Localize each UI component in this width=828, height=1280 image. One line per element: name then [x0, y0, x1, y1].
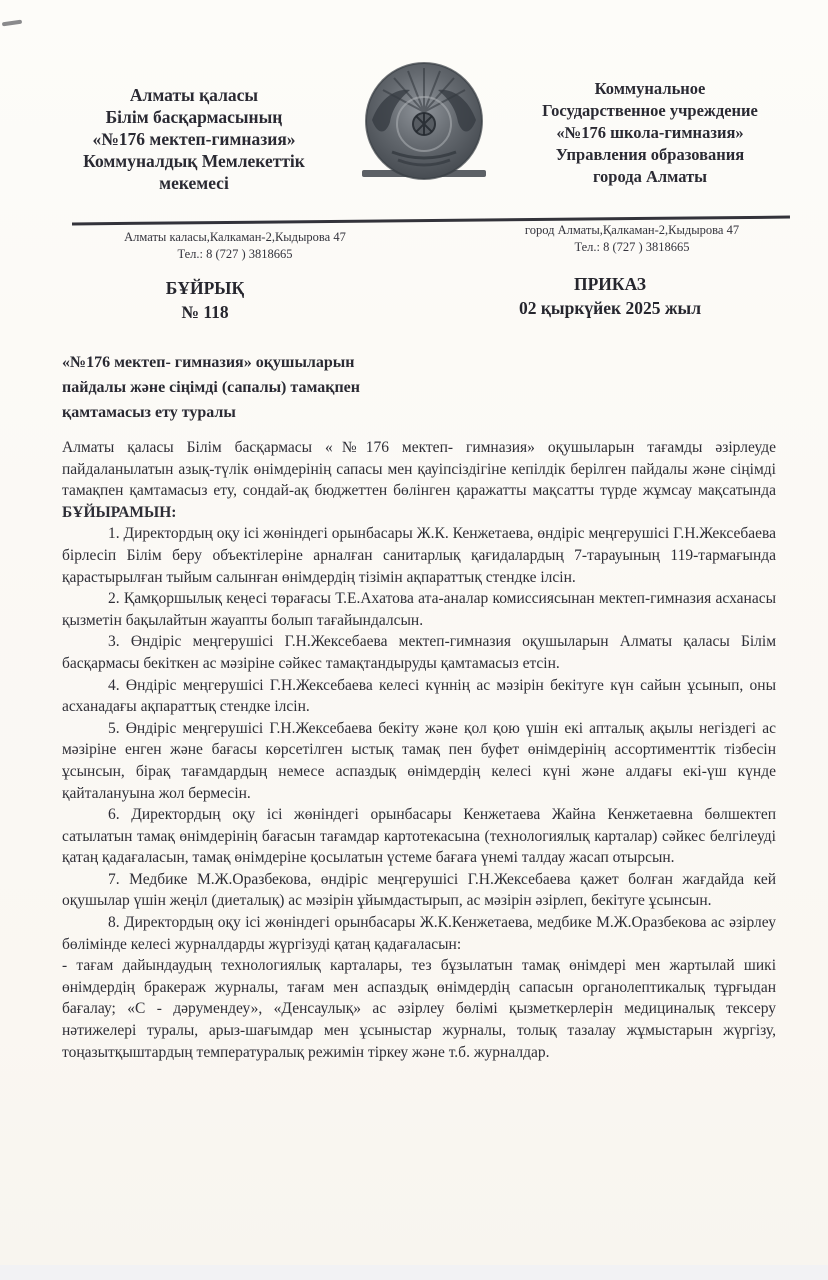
org-ru-line: «№176 школа-гимназия»: [556, 123, 744, 142]
org-ru-line: Государственное учреждение: [542, 101, 758, 120]
scan-artifact-mark: [2, 20, 22, 27]
intro-text: Алматы қаласы Білім басқармасы «№176 мектеп- гимназия» оқушыларын тағамды әзірлеуде пайдаланылатын азық-түлік өнімдерінің сапасы мен қауіпсіздігіне кепілдік берілген пайдалы және сіңімді тамақпен қамтамасыз ету, сондай-ақ бюджеттен бөлінген қаражатты мақсатты түрде жұмсау мақсатында: [62, 439, 776, 500]
address-kk-street: Алматы каласы,Калкаман-2,Кыдырова 47: [124, 230, 346, 244]
order-date: 02 қыркүйек 2025 жыл: [518, 298, 702, 318]
order-item-5: 5. Өндіріс меңгерушісі Г.Н.Жексебаева бекіту және қол қою үшін екі апталық ақылы негіздегі ас мәзіріне енген және бағасы көрсетілген ыстық тамақ пен буфет өнімдерінің ассортименттік тізбесін ұсынсын, бірақ тағамдардың немесе аспаздық өнімдердің келесі күні және алдағы екі-үш күнде қайталануына жол бермесін.: [62, 719, 776, 802]
org-kk-line: Білім басқармасының: [105, 107, 283, 127]
order-subject: [62, 350, 502, 425]
address-ru-phone: Тел.: 8 (727 ) 3818665: [574, 240, 690, 254]
photo-edge-strip: [0, 1265, 828, 1280]
address-ru-street: город Алматы,Қалкаман-2,Кыдырова 47: [524, 223, 740, 237]
org-ru-line: Управления образования: [555, 145, 745, 164]
org-kk-line: Алматы қаласы: [129, 85, 259, 105]
order-item-8-journal-list: - тағам дайындаудың технологиялық карталары, тез бұзылатын тамақ өнімдері мен жартылай шикі өнімдердің бракераж журналы, тағам мен аспаздық өнімдердің сапасын органолептикалық тұрғыдан бағалау; «С - дәрумендеу», «Денсаулық» ас әзірлеу бөлімі қызметкерлерін медициналық тексеру нәтижелері туралы, арыз-шағымдар мен ұсыныстар журналы, толық тазалау жұмыстарын жүргізу, тоңазытқыштардың температуралық режимін тіркеу және т.б. журналдар.: [62, 957, 776, 1061]
org-kk-line: «№176 мектеп-гимназия»: [92, 129, 296, 149]
subject-line: «№176 мектеп- гимназия» оқушыларын: [62, 354, 355, 371]
subject-line: қамтамасыз ету туралы: [62, 404, 236, 421]
order-title-ru: ПРИКАЗ: [573, 274, 647, 294]
intro-directive-word: БҰЙЫРАМЫН:: [62, 503, 177, 521]
address-kk-phone: Тел.: 8 (727 ) 3818665: [177, 247, 293, 261]
order-item-4: 4. Өндіріс меңгерушісі Г.Н.Жексебаева келесі күннің ас мәзірін бекітуге күн сайын ұсынып, оны асханадағы ақпараттық стендке ілсін.: [62, 676, 776, 716]
org-name-russian: [490, 78, 810, 188]
subject-line: пайдалы және сіңімді (сапалы) тамақпен: [62, 379, 360, 396]
org-kk-line: мекемесі: [159, 173, 229, 193]
order-title-kk: БҰЙРЫҚ: [165, 278, 245, 298]
org-ru-line: Коммунальное: [594, 79, 706, 98]
kazakhstan-coat-of-arms-icon: [358, 60, 490, 191]
address-russian: [462, 222, 802, 256]
order-item-8: 8. Директордың оқу ісі жөніндегі орынбасары Ж.К.Кенжетаева, медбике М.Ж.Оразбекова ас әзірлеу бөлімінде келесі журналдарды жүргізуді қатаң қадағаласын:: [62, 914, 776, 953]
order-item-6: 6. Директордың оқу ісі жөніндегі орынбасары Кенжетаева Жайна Кенжетаевна бөлшектеп сатылатын тамақ өнімдерінің бағасын тағамдар картотекасына (технологиялық карталар) сәйкес белгілеуді қатаң қадағаласын, тамақ өнімдеріне қосылатын үстеме бағаға үнемі талдау жасап отырсын.: [62, 806, 776, 867]
address-kazakh: [70, 229, 400, 263]
org-ru-line: города Алматы: [592, 167, 708, 186]
intro-paragraph: [62, 437, 776, 523]
order-title-block-kazakh: [70, 276, 340, 324]
order-body: [62, 437, 776, 1063]
order-title-block-russian: [430, 272, 790, 320]
org-name-kazakh: [38, 84, 350, 194]
order-item-2: 2. Қамқоршылық кеңесі төрағасы Т.Е.Ахатова ата-аналар комиссиясынан мектеп-гимназия асханасы қызметін бақылайтын жауапты болып тағайындалсын.: [62, 590, 776, 629]
order-number: № 118: [181, 302, 229, 322]
order-item-1: 1. Директордың оқу ісі жөніндегі орынбасары Ж.К. Кенжетаева, өндіріс меңгерушісі Г.Н.Жексебаева бірлесіп Білім беру объектілеріне арналған санитарлық қағидалардың 7-тарауының 119-тармағында қарастырылған тыйым салынған өнімдердің тізімін ақпараттық стендке ілсін.: [62, 525, 776, 586]
order-item-7: 7. Медбике М.Ж.Оразбекова, өндіріс меңгерушісі Г.Н.Жексебаева қажет болған жағдайда кей оқушылар үшін жеңіл (диеталық) ас мәзірін ұйымдастырып, ас мәзірін әзірлеп, бекітуге ұсынсын.: [62, 870, 776, 910]
org-kk-line: Коммуналдық Мемлекеттік: [83, 151, 305, 171]
order-item-3: 3. Өндіріс меңгерушісі Г.Н.Жексебаева мектеп-гимназия оқушыларын Алматы қаласы Білім басқармасы бекіткен ас мәзіріне сәйкес тамақтандыруды қамтамасыз етсін.: [62, 633, 776, 672]
